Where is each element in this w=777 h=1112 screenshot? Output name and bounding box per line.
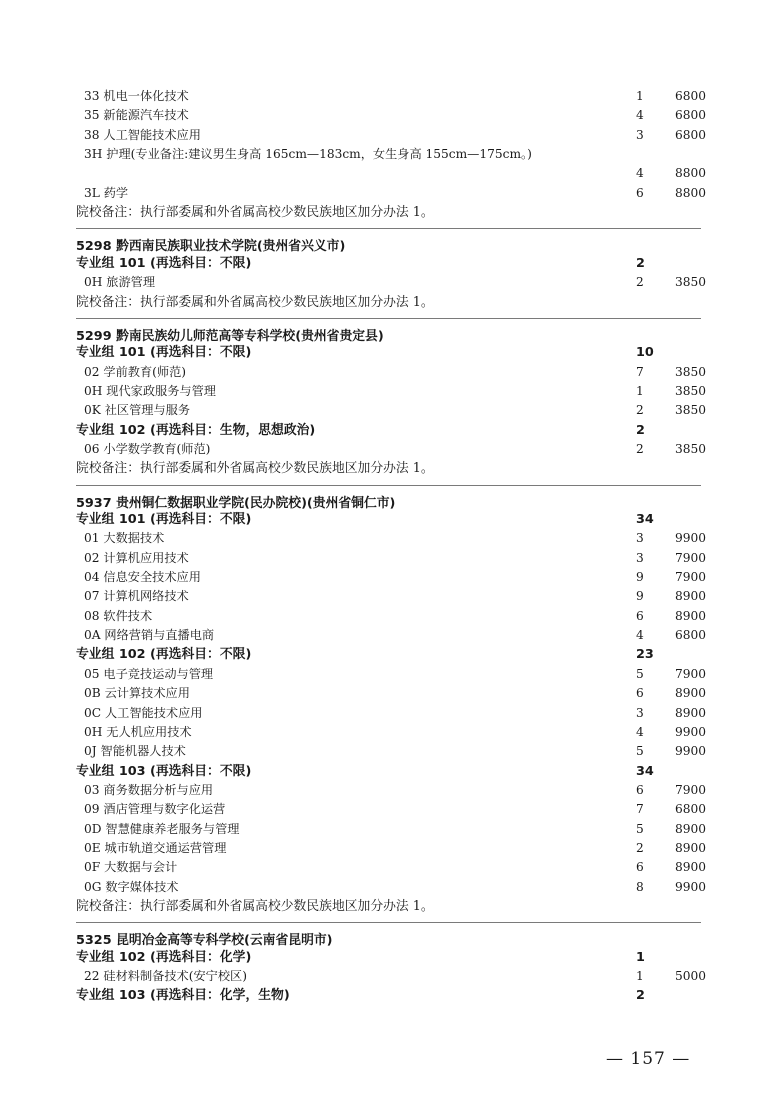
tuition-fee: 3850 — [675, 364, 707, 379]
tuition-fee: 9900 — [675, 879, 707, 894]
major-name: 05 电子竞技运动与管理 — [84, 666, 214, 681]
tuition-fee: 9900 — [675, 724, 707, 739]
major-row — [0, 549, 777, 568]
school-note — [0, 203, 777, 222]
major-row — [0, 87, 777, 106]
tuition-fee: 5000 — [675, 969, 707, 984]
major-row — [0, 742, 777, 761]
group-label: 专业组 102 (再选科目：生物，思想政治) — [76, 422, 316, 438]
group-label: 专业组 102 (再选科目：不限) — [76, 647, 252, 663]
tuition-fee: 6800 — [675, 108, 707, 123]
major-name: 01 大数据技术 — [84, 531, 165, 546]
plan-count: 9 — [636, 589, 644, 604]
group-label: 专业组 103 (再选科目：化学，生物) — [76, 988, 290, 1004]
major-row — [0, 967, 777, 986]
plan-count: 1 — [636, 89, 644, 103]
major-row — [0, 587, 777, 606]
plan-count: 6 — [636, 608, 644, 623]
group-label: 专业组 103 (再选科目：不限) — [76, 763, 252, 779]
tuition-fee: 7900 — [675, 550, 707, 565]
major-name: 0H 现代家政服务与管理 — [84, 383, 216, 398]
plan-count: 6 — [636, 782, 644, 797]
major-row — [0, 820, 777, 839]
section-divider — [76, 318, 701, 319]
major-row — [0, 145, 777, 164]
major-name: 09 酒店管理与数字化运营 — [84, 802, 226, 817]
tuition-fee: 8800 — [675, 185, 707, 200]
major-row — [0, 382, 777, 401]
plan-count: 10 — [636, 345, 654, 361]
tuition-fee: 6800 — [675, 89, 707, 103]
major-row — [0, 184, 777, 203]
plan-count: 3 — [636, 531, 644, 546]
plan-count: 2 — [636, 275, 644, 290]
plan-count: 4 — [636, 628, 644, 643]
tuition-fee: 8900 — [675, 705, 707, 720]
plan-count: 3 — [636, 705, 644, 720]
plan-count: 5 — [636, 744, 644, 759]
major-name: 02 学前教育(师范) — [84, 364, 187, 379]
note-text: 院校备注：执行部委属和外省属高校少数民族地区加分办法 1。 — [76, 899, 434, 914]
plan-count: 2 — [636, 840, 644, 855]
tuition-fee: 6800 — [675, 802, 707, 817]
school-note — [0, 459, 777, 478]
major-name: 06 小学数学教育(师范) — [84, 441, 211, 456]
tuition-fee: 7900 — [675, 666, 707, 681]
plan-count: 3 — [636, 550, 644, 565]
major-row — [0, 839, 777, 858]
major-row — [0, 665, 777, 684]
group-label: 专业组 101 (再选科目：不限) — [76, 345, 252, 361]
major-row — [0, 401, 777, 420]
plan-count: 2 — [636, 988, 645, 1004]
plan-count: 2 — [636, 255, 645, 271]
school-name: 5298 黔西南民族职业技术学院(贵州省兴义市) — [76, 239, 346, 255]
major-name: 0C 人工智能技术应用 — [84, 705, 203, 720]
major-row — [0, 800, 777, 819]
major-row — [0, 568, 777, 587]
major-name: 38 人工智能技术应用 — [84, 127, 201, 142]
major-name: 07 计算机网络技术 — [84, 589, 189, 604]
tuition-fee: 8900 — [675, 608, 707, 623]
major-name: 03 商务数据分析与应用 — [84, 782, 214, 797]
plan-count: 1 — [636, 969, 644, 984]
plan-count: 5 — [636, 666, 644, 681]
plan-count: 23 — [636, 647, 654, 663]
plan-count: 2 — [636, 422, 645, 438]
tuition-fee: 8800 — [675, 166, 707, 181]
major-row — [0, 440, 777, 459]
tuition-fee: 7900 — [675, 570, 707, 585]
tuition-fee: 3850 — [675, 441, 707, 456]
plan-count: 8 — [636, 879, 644, 894]
tuition-fee: 8900 — [675, 840, 707, 855]
plan-count: 6 — [636, 860, 644, 875]
school-note — [0, 897, 777, 916]
major-row — [0, 704, 777, 723]
section-divider — [76, 922, 701, 923]
major-row — [0, 529, 777, 548]
tuition-fee: 8900 — [675, 821, 707, 836]
plan-count: 4 — [636, 108, 644, 123]
major-row — [0, 126, 777, 145]
school-note — [0, 293, 777, 312]
tuition-fee: 3850 — [675, 275, 707, 290]
plan-count: 34 — [636, 512, 654, 527]
group-row — [0, 510, 777, 529]
group-row — [0, 762, 777, 781]
section-divider — [76, 228, 701, 229]
tuition-fee: 8900 — [675, 589, 707, 604]
tuition-fee: 7900 — [675, 782, 707, 797]
tuition-fee: 3850 — [675, 383, 707, 398]
group-row — [0, 421, 777, 440]
note-text: 院校备注：执行部委属和外省属高校少数民族地区加分办法 1。 — [76, 205, 434, 221]
plan-count: 7 — [636, 364, 644, 379]
major-name: 0K 社区管理与服务 — [84, 403, 191, 418]
major-name: 0J 智能机器人技术 — [84, 744, 186, 759]
major-row — [0, 878, 777, 897]
plan-count: 9 — [636, 570, 644, 585]
major-name: 02 计算机应用技术 — [84, 550, 189, 565]
major-name: 0A 网络营销与直播电商 — [84, 628, 215, 643]
plan-count: 2 — [636, 441, 644, 456]
page-number: — 157 — — [606, 1049, 691, 1069]
tuition-fee: 9900 — [675, 531, 707, 546]
major-name: 0H 旅游管理 — [84, 275, 156, 290]
school-name: 5937 贵州铜仁数据职业学院(民办院校)(贵州省铜仁市) — [76, 495, 396, 511]
major-row — [0, 858, 777, 877]
plan-count: 6 — [636, 686, 644, 701]
tuition-fee: 8900 — [675, 686, 707, 701]
tuition-fee: 8900 — [675, 860, 707, 875]
tuition-fee: 6800 — [675, 127, 707, 142]
major-name: 3L 药学 — [84, 185, 129, 200]
plan-count: 4 — [636, 166, 644, 181]
note-text: 院校备注：执行部委属和外省属高校少数民族地区加分办法 1。 — [76, 461, 434, 477]
major-name: 0H 无人机应用技术 — [84, 724, 192, 739]
section-divider — [76, 485, 701, 486]
group-row — [0, 343, 777, 362]
plan-count: 2 — [636, 403, 644, 418]
group-row — [0, 645, 777, 664]
major-name: 0F 大数据与会计 — [84, 860, 178, 875]
plan-count: 1 — [636, 949, 645, 965]
major-row — [0, 723, 777, 742]
major-name: 0G 数字媒体技术 — [84, 879, 179, 894]
plan-count: 1 — [636, 383, 644, 398]
major-name: 0E 城市轨道交通运营管理 — [84, 840, 227, 855]
tuition-fee: 6800 — [675, 628, 707, 643]
plan-count: 6 — [636, 185, 644, 200]
major-row — [0, 781, 777, 800]
plan-count: 7 — [636, 802, 644, 817]
major-row — [0, 363, 777, 382]
major-name: 33 机电一体化技术 — [84, 89, 189, 103]
group-row — [0, 986, 777, 1005]
school-name: 5325 昆明冶金高等专科学校(云南省昆明市) — [76, 933, 333, 949]
plan-count: 34 — [636, 763, 654, 779]
major-row — [0, 607, 777, 626]
tuition-fee: 9900 — [675, 744, 707, 759]
group-label: 专业组 101 (再选科目：不限) — [76, 255, 252, 271]
major-name: 35 新能源汽车技术 — [84, 108, 189, 123]
major-name: 08 软件技术 — [84, 608, 153, 623]
note-text: 院校备注：执行部委属和外省属高校少数民族地区加分办法 1。 — [76, 294, 434, 310]
major-row — [0, 164, 777, 183]
major-row — [0, 273, 777, 292]
plan-count: 5 — [636, 821, 644, 836]
plan-count: 4 — [636, 724, 644, 739]
plan-count: 3 — [636, 127, 644, 142]
group-row — [0, 254, 777, 273]
major-row — [0, 106, 777, 125]
major-name: 0D 智慧健康养老服务与管理 — [84, 821, 240, 836]
group-label: 专业组 102 (再选科目：化学) — [76, 949, 252, 965]
major-name: 22 硅材料制备技术(安宁校区) — [84, 969, 247, 984]
major-row — [0, 684, 777, 703]
major-name: 04 信息安全技术应用 — [84, 570, 201, 585]
group-label: 专业组 101 (再选科目：不限) — [76, 512, 252, 527]
major-name: 3H 护理(专业备注:建议男生身高 165cm—183cm，女生身高 155cm—175cm。) — [84, 147, 532, 162]
group-row — [0, 948, 777, 967]
tuition-fee: 3850 — [675, 403, 707, 418]
major-row — [0, 626, 777, 645]
major-name: 0B 云计算技术应用 — [84, 686, 190, 701]
school-name: 5299 黔南民族幼儿师范高等专科学校(贵州省贵定县) — [76, 328, 384, 344]
